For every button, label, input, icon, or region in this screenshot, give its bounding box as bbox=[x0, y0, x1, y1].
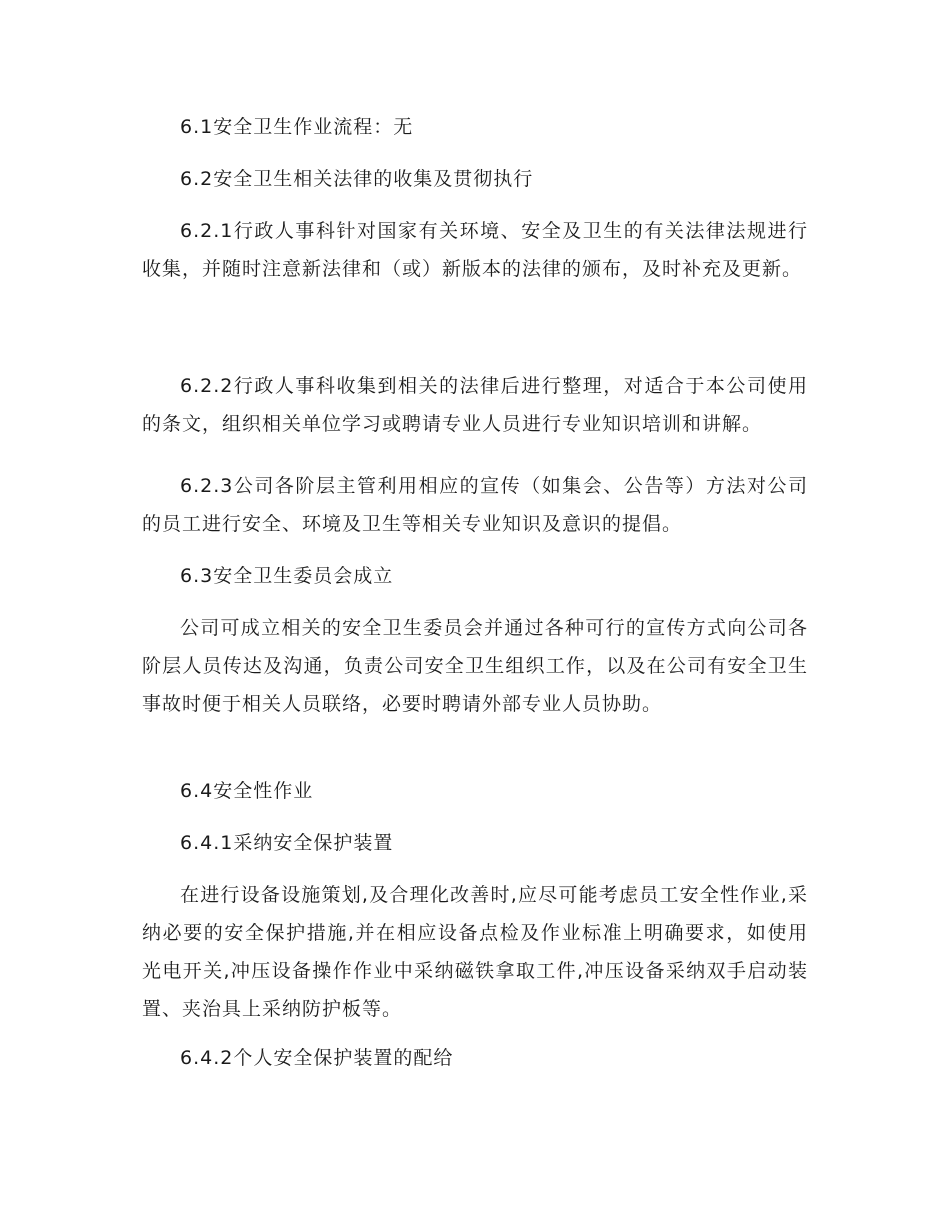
section-heading-6-2: 6.2安全卫生相关法律的收集及贯彻执行 bbox=[180, 168, 534, 190]
paragraph-committee: 公司可成立相关的安全卫生委员会并通过各种可行的宣传方式向公司各阶层人员传达及沟通，负责公司安全卫生组织工作，以及在公司有安全卫生事故时便于相关人员联络，必要时聘请外部专业人员协助。 bbox=[142, 617, 808, 715]
section-heading-6-1: 6.1安全卫生作业流程：无 bbox=[180, 116, 414, 138]
section-heading-6-4: 6.4安全性作业 bbox=[180, 780, 314, 802]
paragraph-6-2-2: 6.2.2行政人事科收集到相关的法律后进行整理，对适合于本公司使用的条文，组织相关单位学习或聘请专业人员进行专业知识培训和讲解。 bbox=[142, 375, 808, 435]
paragraph-6-2-3: 6.2.3公司各阶层主管利用相应的宣传（如集会、公告等）方法对公司的员工进行安全、环境及卫生等相关专业知识及意识的提倡。 bbox=[142, 475, 808, 535]
section-heading-6-4-1: 6.4.1采纳安全保护装置 bbox=[180, 832, 394, 854]
paragraph-protection-devices: 在进行设备设施策划,及合理化改善时,应尽可能考虑员工安全性作业,采纳必要的安全保护措施,并在相应设备点检及作业标准上明确要求，如使用光电开关,冲压设备操作作业中采纳磁铁拿取工件,冲压设备采纳双手启动装置、夹治具上采纳防护板等。 bbox=[142, 884, 808, 1020]
section-heading-6-3: 6.3安全卫生委员会成立 bbox=[180, 565, 394, 587]
section-heading-6-4-2: 6.4.2个人安全保护装置的配给 bbox=[180, 1047, 454, 1069]
paragraph-6-2-1: 6.2.1行政人事科针对国家有关环境、安全及卫生的有关法律法规进行收集，并随时注意新法律和（或）新版本的法律的颁布，及时补充及更新。 bbox=[142, 220, 808, 280]
